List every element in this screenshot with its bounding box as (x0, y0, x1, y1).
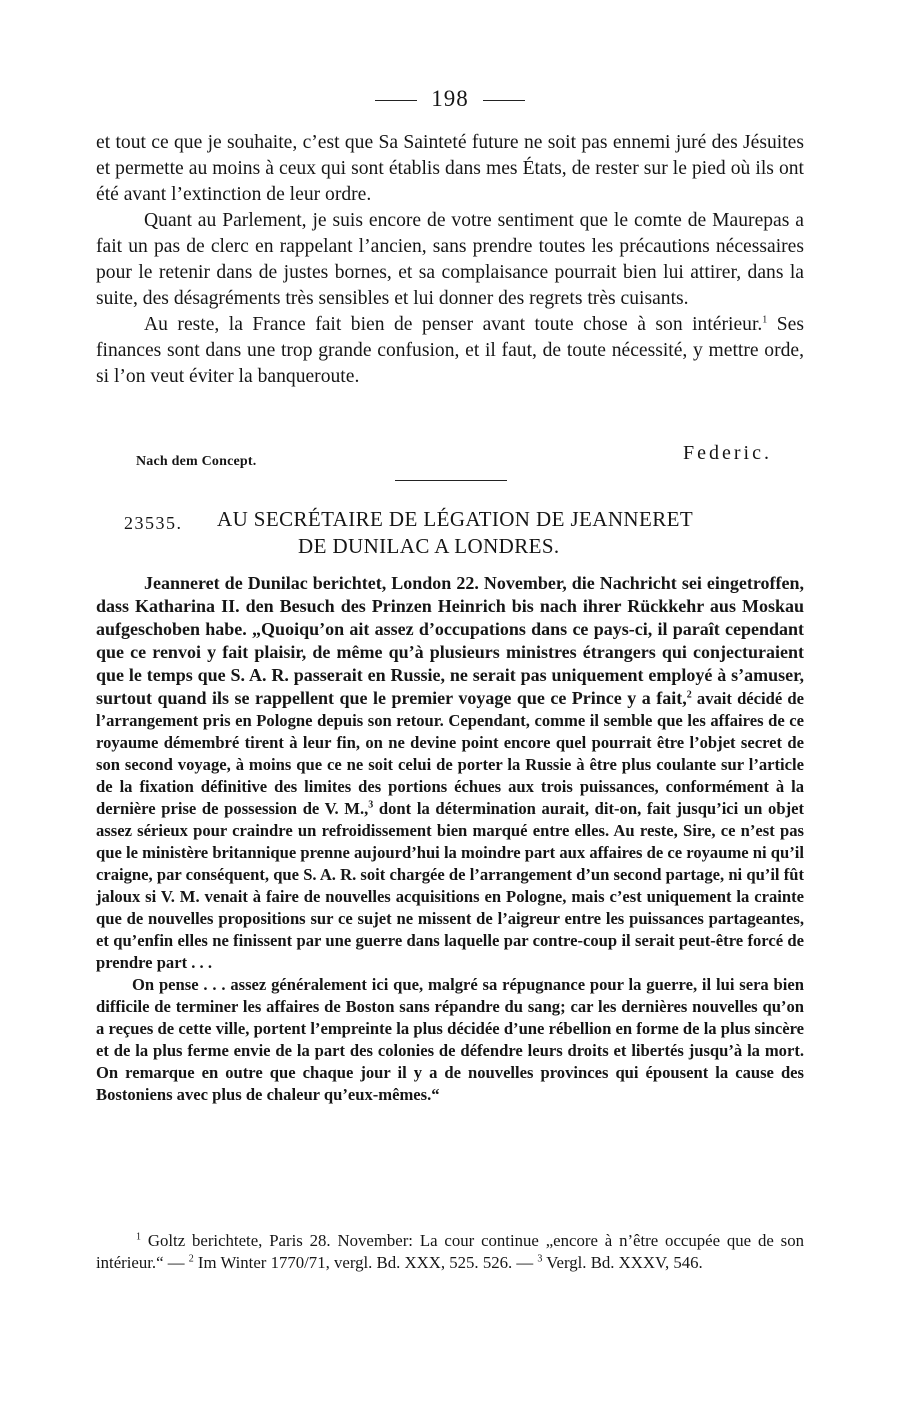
page-number (0, 86, 900, 112)
separator-rule (395, 480, 507, 481)
footnote-2-text: Im Winter 1770/71, vergl. Bd. XXX, 525. 526. — (193, 1253, 538, 1272)
report-paragraph-1-start: Jeanneret de Dunilac berichtet, London 22. November, die Nachricht sei eingetroffen, dass Katharina II. den Besuch des Prinzen Heinrich bis nach ihrer Rückkehr aus Moskau aufgeschoben habe. „Quoiqu’on ait assez d’occupations dans ce pays-ci, il paraît cependant que ce renvoi y fait plaisir, de même qu’à plusieurs ministres étrangers qui conjecturaient que le temps que S. A. R. passerait en Russie, ne serait pas uniquement employé à s’amuser, surtout quand ils se rappellent que le premier voyage que ce Prince y a fait, (96, 573, 804, 708)
report-paragraph-1-mid: avait décidé de l’arrangement pris en Pologne depuis son retour. Cependant, comme il semble que les affaires de ce royaume démembré tirent à leur fin, on ne devine point encore quel pourrait être l’objet secret de son second voyage, à moins que ce ne soit celui de porter la Russie à être plus coulante sur l’article de la fixation définitive des limites des portions échues aux trois puissances, conformément à la dernière prise de possession de V. M., (96, 689, 804, 818)
report-body (96, 572, 804, 1106)
footnote-ref-1: 1 (762, 314, 768, 326)
footnotes-paragraph (96, 1230, 804, 1274)
footnote-mark-3: 3 (537, 1253, 543, 1265)
footnotes (96, 1230, 804, 1274)
letter-paragraph-3 (96, 312, 804, 390)
footnote-ref-3: 3 (368, 799, 374, 811)
footnote-3-text: Vergl. Bd. XXXV, 546. (542, 1253, 703, 1272)
report-paragraph-1 (96, 572, 804, 974)
letter-body (96, 130, 804, 390)
footnote-1-text: Goltz berichtete, Paris 28. November: La cour continue „encore à n’être occupée que de son intérieur.“ — (96, 1231, 804, 1272)
page-number-text: 198 (431, 86, 469, 111)
letter-paragraph-2: Quant au Parlement, je suis encore de votre sentiment que le comte de Maurepas a fait un pas de clerc en rappelant l’ancien, sans prendre toutes les précautions nécessaires pour le retenir dans de justes bornes, et sa complaisance pourrait bien lui attirer, dans la suite, des désagréments très sensibles et lui donner des regrets très cuisants. (96, 210, 804, 309)
footnote-ref-2: 2 (686, 689, 692, 701)
document-title-line-1: AU SECRÉTAIRE DE LÉGATION DE JEANNERET (217, 507, 694, 531)
report-paragraph-1-end: dont la détermination aurait, dit-on, fait jusqu’ici un objet assez sérieux pour craindre un refroidissement bien marqué entre elles. Au reste, Sire, ce n’est pas que le ministère britannique prenne aujourd’hui la moindre part aux affaires de ce royaume ni qu’il craigne, par conséquent, que S. A. R. soit chargée de l’arrangement d’un second partage, ni qu’il fût jaloux si V. M. venait à faire de nouvelles acquisitions en Pologne, mais c’est uniquement la crainte que de nouvelles propositions sur ce sujet ne missent de l’aigreur entre les puissances partageantes, et qu’enfin elles ne finissent par une guerre dans laquelle par contre-coup il serait peut-être forcé de prendre part . . . (96, 799, 804, 972)
document-number: 23535. (124, 513, 183, 533)
left-dash (375, 100, 417, 101)
footnote-mark-2: 2 (188, 1253, 194, 1265)
right-dash (483, 100, 525, 101)
footnote-mark-1: 1 (136, 1231, 141, 1243)
signature: Federic. (683, 442, 772, 464)
report-paragraph-2: On pense . . . assez généralement ici que, malgré sa répugnance pour la guerre, il lui sera bien difficile de terminer les affaires de Boston sans répandre du sang; car les dernières nouvelles qu’on a reçues de cette ville, portent l’empreinte la plus décidée d’une rébellion en forme de la plus sincère et de la plus ferme envie de la part des colonies de défendre leurs droits et libertés jusqu’à la mort. On remarque en outre que chaque jour il y a de nouvelles provinces qui épousent la cause des Bostoniens avec plus de chaleur qu’eux-mêmes.“ (96, 975, 804, 1104)
document-title-line-2: DE DUNILAC A LONDRES. (298, 534, 560, 558)
letter-closing (96, 442, 804, 468)
source-note: Nach dem Concept. (136, 454, 257, 469)
letter-paragraph-1: et tout ce que je souhaite, c’est que Sa Sainteté future ne soit pas ennemi juré des Jésuites et permette au moins à ceux qui sont établis dans mes États, de rester sur le pied où ils ont été avant l’extinction de leur ordre. (96, 132, 804, 205)
letter-paragraph-3-start: Au reste, la France fait bien de penser avant toute chose à son intérieur. (144, 314, 763, 335)
letter-paragraph-3-end: Ses finances sont dans une trop grande confusion, et il faut, de toute nécessité, y mettre orde, si l’on veut éviter la banqueroute. (96, 314, 804, 387)
